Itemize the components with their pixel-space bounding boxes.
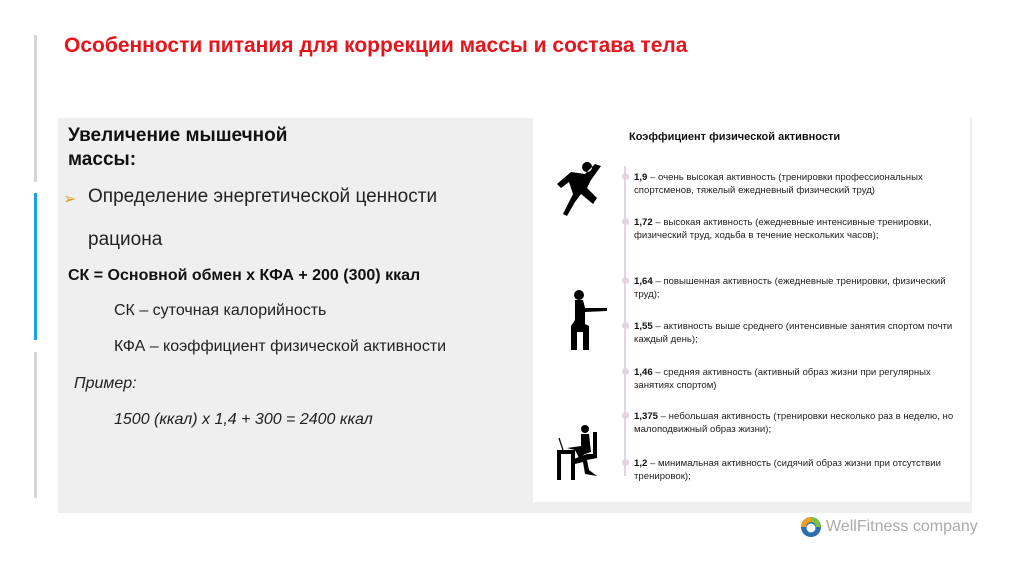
timeline-line bbox=[624, 166, 626, 476]
coefficient: 1,375 bbox=[634, 411, 659, 422]
timeline-dot bbox=[622, 218, 629, 225]
activity-item bbox=[634, 457, 954, 483]
bullet-text: рациона bbox=[88, 229, 163, 250]
activity-item bbox=[634, 275, 954, 301]
activity-item bbox=[634, 410, 954, 436]
description: – минимальная активность (сидячий образ жизни при отсутствии тренировок); bbox=[634, 458, 941, 482]
activity-item bbox=[634, 216, 954, 242]
divider-line bbox=[34, 352, 37, 498]
company-logo bbox=[800, 516, 978, 538]
logo-text: WellFitness company bbox=[826, 518, 978, 535]
example-label: Пример: bbox=[74, 375, 137, 392]
timeline-dot bbox=[622, 368, 629, 375]
infographic-title: Коэффициент физической активности bbox=[629, 131, 841, 143]
coefficient: 1,2 bbox=[634, 458, 648, 469]
description: – средняя активность (активный образ жизни при регулярных занятиях спортом) bbox=[634, 367, 931, 391]
activity-infographic bbox=[533, 118, 970, 502]
page-title: Особенности питания для коррекции массы и состава тела bbox=[64, 34, 688, 57]
heading-line: массы: bbox=[68, 149, 137, 170]
timeline-dot bbox=[622, 173, 629, 180]
formula: СК = Основной обмен х КФА + 200 (300) ккал bbox=[68, 267, 421, 284]
coefficient: 1,46 bbox=[634, 367, 653, 378]
squat-icon bbox=[569, 290, 609, 352]
description: – повышенная активность (ежедневные тренировки, физический труд); bbox=[634, 276, 946, 300]
bullet-text: Определение энергетической ценности bbox=[88, 186, 438, 207]
coefficient: 1,55 bbox=[634, 321, 653, 332]
heading-line: Увеличение мышечной bbox=[68, 125, 288, 146]
description: – небольшая активность (тренировки несколько раз в неделю, но малоподвижный образ жизни); bbox=[634, 411, 954, 435]
description: – активность выше среднего (интенсивные занятия спортом почти каждый день); bbox=[634, 321, 953, 345]
timeline-dot bbox=[622, 459, 629, 466]
accent-line bbox=[34, 193, 37, 340]
timeline-dot bbox=[622, 412, 629, 419]
activity-item bbox=[634, 366, 954, 392]
logo-globe-icon bbox=[800, 516, 822, 538]
coefficient: 1,64 bbox=[634, 276, 653, 287]
activity-item bbox=[634, 320, 954, 346]
arrow-bullet-icon: ➢ bbox=[63, 191, 77, 208]
heading bbox=[68, 124, 287, 172]
definition: СК – суточная калорийность bbox=[114, 302, 327, 319]
runner-icon bbox=[555, 158, 605, 216]
coefficient: 1,9 bbox=[634, 172, 648, 183]
example: 1500 (ккал) х 1,4 + 300 = 2400 ккал bbox=[114, 411, 373, 428]
definition: КФА – коэффициент физической активности bbox=[114, 338, 447, 355]
activity-item bbox=[634, 171, 954, 197]
timeline-dot bbox=[622, 277, 629, 284]
divider-line bbox=[34, 35, 37, 182]
description: – очень высокая активность (тренировки профессиональных спортсменов, тяжелый ежедневный физический труд) bbox=[634, 172, 923, 196]
timeline-dot bbox=[622, 322, 629, 329]
office-worker-icon bbox=[557, 424, 607, 480]
coefficient: 1,72 bbox=[634, 217, 653, 228]
description: – высокая активность (ежедневные интенсивные тренировки, физический труд, ходьба в течение нескольких часов); bbox=[634, 217, 932, 241]
